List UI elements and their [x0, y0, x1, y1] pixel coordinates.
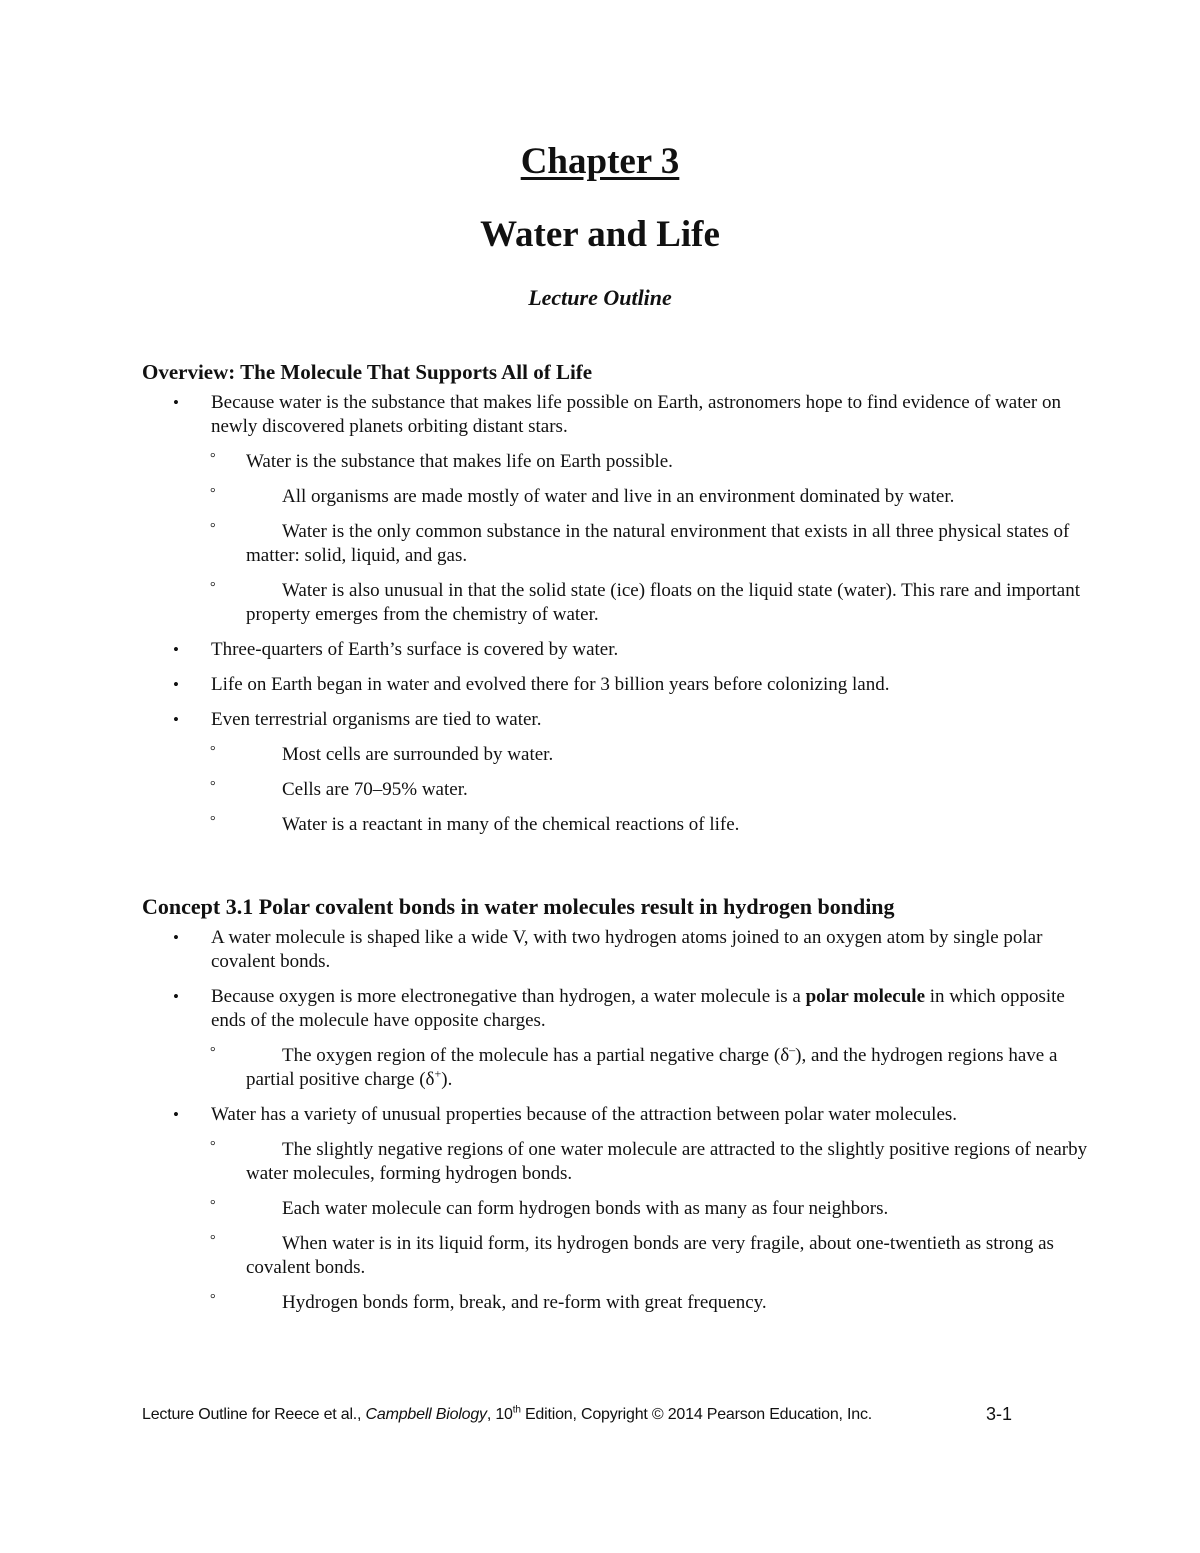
list-item-text: Water is also unusual in that the solid state (ice) floats on the liquid state (water). This rare and important property emerges from the chemistry of water.: [246, 580, 1081, 625]
list-item: [142, 1044, 1092, 1092]
bullet-marker: •: [173, 987, 179, 1006]
concept-3-1-section: [142, 894, 1092, 1326]
sub-bullet-marker: °: [210, 814, 216, 829]
list-item-text: The slightly negative regions of one water molecule are attracted to the slightly positive regions of nearby water molecules, forming hydrogen bonds.: [246, 1139, 1088, 1184]
sub-bullet-marker: °: [210, 1139, 216, 1154]
list-item: [142, 391, 1092, 439]
list-item: [142, 743, 1092, 767]
sub-bullet-marker: °: [210, 1292, 216, 1307]
list-item: [142, 1103, 1092, 1127]
list-item-text: Even terrestrial organisms are tied to water.: [211, 709, 542, 730]
sub-bullet-marker: °: [210, 779, 216, 794]
sub-bullet-marker: °: [210, 1233, 216, 1248]
bullet-marker: •: [173, 928, 179, 947]
list-item-text: Water is the substance that makes life on Earth possible.: [246, 451, 673, 472]
list-item-text: Because water is the substance that makes life possible on Earth, astronomers hope to find evidence of water on newly discovered planets orbiting distant stars.: [211, 392, 1061, 437]
overview-heading: Overview: The Molecule That Supports All of Life: [142, 360, 593, 384]
list-item-text: Hydrogen bonds form, break, and re-form with great frequency.: [282, 1292, 767, 1313]
list-item: [142, 1197, 1092, 1221]
bullet-marker: •: [173, 710, 179, 729]
list-item-text-end: in which opposite ends of the molecule have opposite charges.: [211, 986, 1065, 1031]
list-item-text: When water is in its liquid form, its hydrogen bonds are very fragile, about one-twentieth as strong as covalent bonds.: [246, 1233, 1054, 1278]
superscript-plus: +: [434, 1066, 442, 1081]
list-item-text: Water is a reactant in many of the chemical reactions of life.: [282, 814, 740, 835]
key-term-polar-molecule: polar molecule: [805, 986, 926, 1007]
list-item-text: A water molecule is shaped like a wide V, with two hydrogen atoms joined to an oxygen atom by single polar covalent bonds.: [211, 927, 1043, 972]
list-item: [142, 708, 1092, 732]
footer-book-title: Campbell Biology: [365, 1406, 487, 1423]
list-item: [142, 1291, 1092, 1315]
list-item: [142, 520, 1092, 568]
lecture-outline-subtitle: Lecture Outline: [528, 285, 672, 310]
list-item-text: Life on Earth began in water and evolved there for 3 billion years before colonizing land.: [211, 674, 890, 695]
list-item-text: Water has a variety of unusual properties because of the attraction between polar water molecules.: [211, 1104, 958, 1125]
list-item: [142, 673, 1092, 697]
list-item: [142, 778, 1092, 802]
sub-bullet-marker: °: [210, 744, 216, 759]
sub-bullet-marker: °: [210, 1198, 216, 1213]
sub-bullet-marker: °: [210, 521, 216, 536]
sub-bullet-marker: °: [210, 580, 216, 595]
chapter-title: Water and Life: [480, 214, 720, 255]
list-item: [142, 985, 1092, 1033]
page-footer: [142, 1406, 1022, 1424]
sub-bullet-marker: °: [210, 486, 216, 501]
list-item: [142, 926, 1092, 974]
bullet-marker: •: [173, 1105, 179, 1124]
bullet-marker: •: [173, 393, 179, 412]
footer-copyright: Edition, Copyright © 2014 Pearson Education, Inc.: [520, 1406, 873, 1423]
sub-bullet-marker: °: [210, 451, 216, 466]
chapter-heading: Chapter 3: [520, 141, 680, 182]
list-item-text: Most cells are surrounded by water.: [282, 744, 554, 765]
footer-prefix: Lecture Outline for Reece et al.,: [142, 1406, 366, 1423]
superscript-minus: –: [789, 1042, 796, 1057]
sub-bullet-marker: °: [210, 1045, 216, 1060]
overview-section: [142, 359, 1092, 848]
list-item: [142, 1138, 1092, 1186]
list-item-text: Each water molecule can form hydrogen bonds with as many as four neighbors.: [282, 1198, 889, 1219]
list-item: [142, 485, 1092, 509]
list-item-text: All organisms are made mostly of water and live in an environment dominated by water.: [282, 486, 955, 507]
page-number: 3-1: [986, 1404, 1013, 1424]
list-item: [142, 1232, 1092, 1280]
list-item: [142, 450, 1092, 474]
list-item: [142, 579, 1092, 627]
list-item-text: ).: [441, 1069, 453, 1090]
list-item-text: ), and the hydrogen regions have a partial positive charge (δ: [246, 1045, 1058, 1090]
bullet-marker: •: [173, 640, 179, 659]
footer-edition: , 10: [486, 1406, 513, 1423]
list-item-text: Three-quarters of Earth’s surface is covered by water.: [211, 639, 619, 660]
footer-edition-suffix: th: [512, 1404, 521, 1416]
concept-3-1-heading: Concept 3.1 Polar covalent bonds in water molecules result in hydrogen bonding: [142, 894, 895, 919]
list-item-text: Water is the only common substance in the natural environment that exists in all three physical states of matter: solid, liquid, and gas.: [246, 521, 1070, 566]
list-item-text: The oxygen region of the molecule has a partial negative charge (δ: [282, 1045, 790, 1066]
list-item: [142, 638, 1092, 662]
list-item-text-start: Because oxygen is more electronegative than hydrogen, a water molecule is a: [211, 986, 806, 1007]
bullet-marker: •: [173, 675, 179, 694]
list-item: [142, 813, 1092, 837]
list-item-text: Cells are 70–95% water.: [282, 779, 468, 800]
